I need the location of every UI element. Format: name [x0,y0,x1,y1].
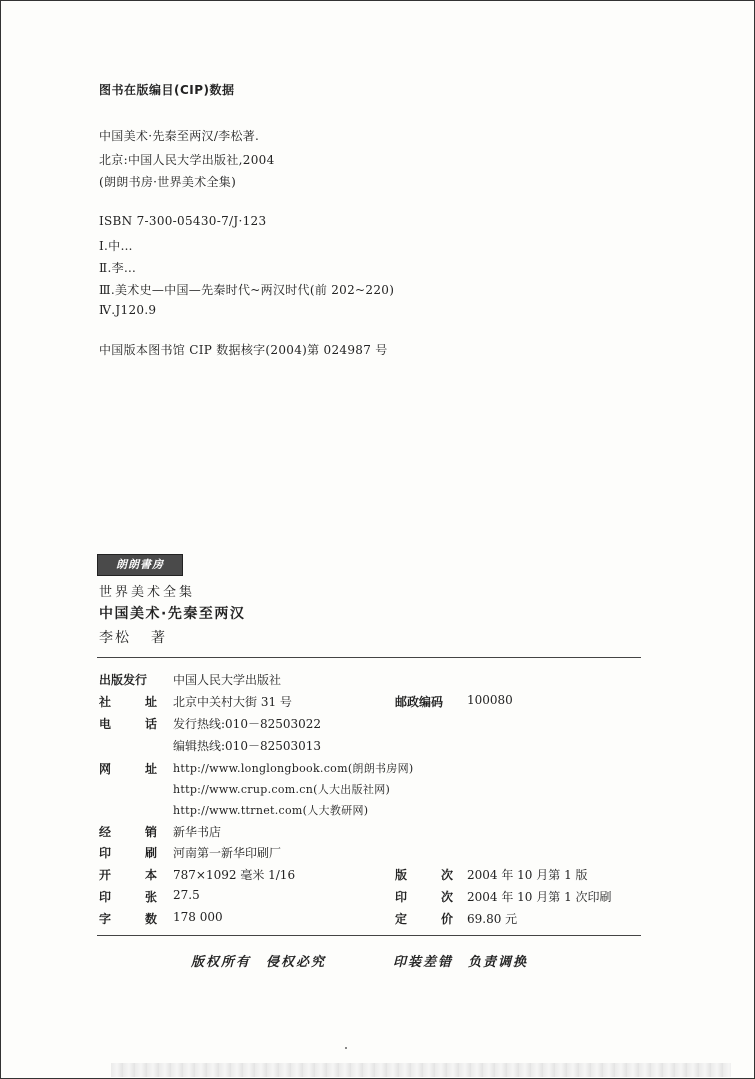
address-label: 社 址 [99,695,157,709]
web-url-crup[interactable]: http://www.crup.com.cn(人大出版社网) [173,783,391,796]
postcode-label: 邮政编码 [395,695,444,709]
words-value: 178 000 [173,910,223,924]
address-value: 北京中关村大街 31 号 [173,695,292,709]
phone-label: 电 话 [99,717,157,731]
impression-label: 印 次 [395,890,453,904]
cip-subject-2: Ⅱ.李… [99,261,137,275]
divider-bottom [97,935,641,936]
cip-subject-1: Ⅰ.中… [99,239,133,253]
author-role: 著 [151,630,167,646]
author-line [99,627,167,647]
cip-isbn-line: ISBN 7-300-05430-7/J·123 [99,214,267,228]
publisher-value: 中国人民大学出版社 [173,673,282,687]
distributor-label: 经 销 [99,825,157,839]
sheets-value: 27.5 [173,888,200,902]
distributor-value: 新华书店 [173,825,222,839]
cip-record-number: 中国版本图书馆 CIP 数据核字(2004)第 024987 号 [99,343,388,357]
format-value: 787×1092 毫米 1/16 [173,868,296,882]
impression-value: 2004 年 10 月第 1 次印刷 [467,890,612,904]
price-value: 69.80 元 [467,912,518,926]
sheets-label: 印 张 [99,890,157,904]
words-label: 字 数 [99,912,157,926]
phone-sales: 发行热线:010－82503022 [173,717,322,731]
edition-value: 2004 年 10 月第 1 版 [467,868,588,882]
book-title: 中国美术·先秦至两汉 [99,606,246,622]
price-label: 定 价 [395,912,453,926]
cip-series-line: (朗朗书房·世界美术全集) [99,175,237,189]
misprint-notice: 印装差错 负责调换 [393,955,529,970]
phone-editorial: 编辑热线:010－82503013 [173,739,322,753]
postcode-value: 100080 [467,693,513,707]
cip-heading: 图书在版编目(CIP)数据 [99,83,235,97]
scan-edge-strip [111,1063,731,1077]
format-label: 开 本 [99,868,157,882]
author-name: 李松 [99,630,131,646]
web-label: 网 址 [99,762,157,776]
web-url-ttrnet[interactable]: http://www.ttrnet.com(人大教研网) [173,804,369,817]
cip-title-line: 中国美术·先秦至两汉/李松著. [99,129,260,143]
cip-subject-3: Ⅲ.美术史—中国—先秦时代~两汉时代(前 202~220) [99,283,395,297]
scan-speck [345,1047,347,1049]
printer-value: 河南第一新华印刷厂 [173,846,282,860]
copyright-notice: 版权所有 侵权必究 [191,955,327,970]
edition-label: 版 次 [395,868,453,882]
series-logo: 朗朗書房 [97,554,183,576]
divider-top [97,657,641,658]
publisher-label: 出版发行 [99,673,148,687]
web-url-longlongbook[interactable]: http://www.longlongbook.com(朗朗书房网) [173,762,414,775]
cip-subject-4: Ⅳ.J120.9 [99,303,157,317]
cip-publisher-line: 北京:中国人民大学出版社,2004 [99,153,275,167]
printer-label: 印 刷 [99,846,157,860]
series-name: 世界美术全集 [99,585,196,600]
